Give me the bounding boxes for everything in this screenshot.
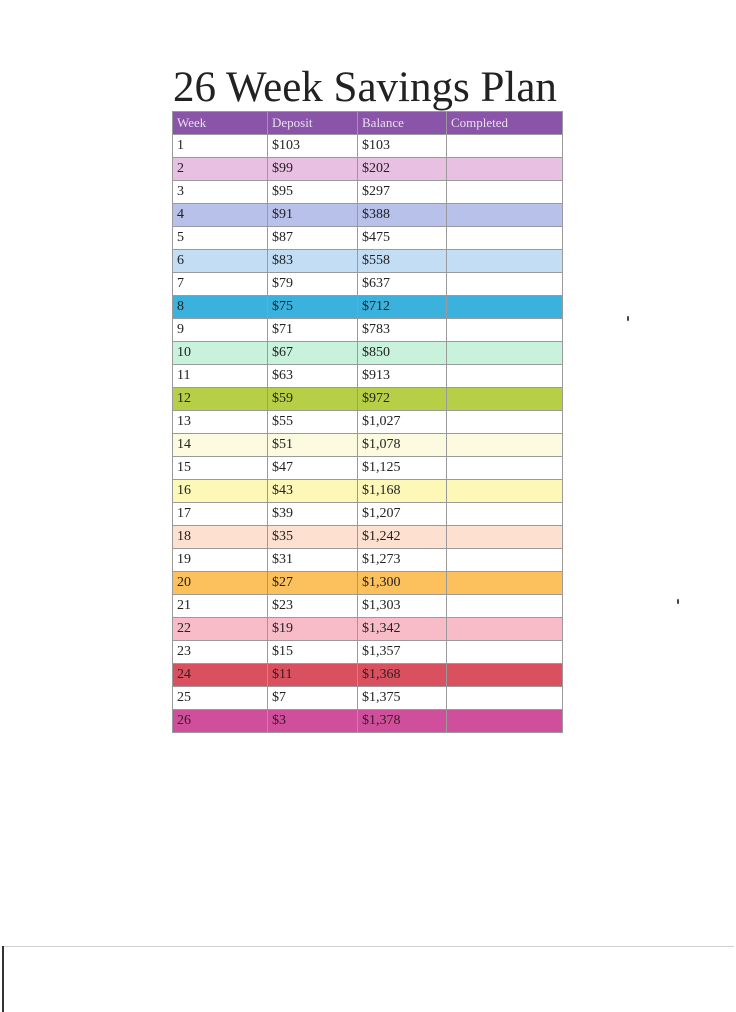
deposit-cell: $79 <box>268 273 358 296</box>
table-row <box>173 227 563 250</box>
week-cell: 4 <box>173 204 268 227</box>
deposit-cell: $43 <box>268 480 358 503</box>
deposit-cell: $19 <box>268 618 358 641</box>
table-row <box>173 250 563 273</box>
table-row <box>173 457 563 480</box>
balance-cell: $1,375 <box>358 687 447 710</box>
week-cell: 12 <box>173 388 268 411</box>
week-cell: 13 <box>173 411 268 434</box>
scan-speck <box>627 316 629 321</box>
balance-cell: $1,368 <box>358 664 447 687</box>
week-cell: 17 <box>173 503 268 526</box>
completed-cell <box>447 503 563 526</box>
table-row <box>173 273 563 296</box>
week-cell: 11 <box>173 365 268 388</box>
week-cell: 5 <box>173 227 268 250</box>
scan-edge-bar <box>2 946 4 1012</box>
completed-cell <box>447 158 563 181</box>
week-cell: 22 <box>173 618 268 641</box>
balance-cell: $972 <box>358 388 447 411</box>
savings-table <box>172 111 563 733</box>
deposit-cell: $99 <box>268 158 358 181</box>
completed-cell <box>447 710 563 733</box>
completed-cell <box>447 641 563 664</box>
column-header-week: Week <box>173 112 268 135</box>
week-cell: 24 <box>173 664 268 687</box>
balance-cell: $1,303 <box>358 595 447 618</box>
deposit-cell: $91 <box>268 204 358 227</box>
completed-cell <box>447 365 563 388</box>
table-row <box>173 181 563 204</box>
deposit-cell: $11 <box>268 664 358 687</box>
column-header-balance: Balance <box>358 112 447 135</box>
table-row <box>173 618 563 641</box>
balance-cell: $1,273 <box>358 549 447 572</box>
table-row <box>173 641 563 664</box>
completed-cell <box>447 687 563 710</box>
balance-cell: $388 <box>358 204 447 227</box>
balance-cell: $1,242 <box>358 526 447 549</box>
balance-cell: $202 <box>358 158 447 181</box>
balance-cell: $637 <box>358 273 447 296</box>
deposit-cell: $59 <box>268 388 358 411</box>
completed-cell <box>447 664 563 687</box>
balance-cell: $558 <box>358 250 447 273</box>
completed-cell <box>447 250 563 273</box>
balance-cell: $103 <box>358 135 447 158</box>
deposit-cell: $51 <box>268 434 358 457</box>
balance-cell: $1,125 <box>358 457 447 480</box>
table-row <box>173 549 563 572</box>
week-cell: 16 <box>173 480 268 503</box>
week-cell: 8 <box>173 296 268 319</box>
balance-cell: $1,207 <box>358 503 447 526</box>
deposit-cell: $103 <box>268 135 358 158</box>
deposit-cell: $39 <box>268 503 358 526</box>
table-row <box>173 411 563 434</box>
table-row <box>173 135 563 158</box>
week-cell: 7 <box>173 273 268 296</box>
completed-cell <box>447 526 563 549</box>
table-row <box>173 204 563 227</box>
deposit-cell: $3 <box>268 710 358 733</box>
balance-cell: $913 <box>358 365 447 388</box>
completed-cell <box>447 457 563 480</box>
completed-cell <box>447 595 563 618</box>
completed-cell <box>447 388 563 411</box>
table-row <box>173 388 563 411</box>
deposit-cell: $67 <box>268 342 358 365</box>
scan-speck <box>677 599 679 604</box>
balance-cell: $1,378 <box>358 710 447 733</box>
completed-cell <box>447 618 563 641</box>
deposit-cell: $31 <box>268 549 358 572</box>
table-header-row <box>173 112 563 135</box>
table-row <box>173 572 563 595</box>
completed-cell <box>447 204 563 227</box>
deposit-cell: $55 <box>268 411 358 434</box>
deposit-cell: $47 <box>268 457 358 480</box>
week-cell: 21 <box>173 595 268 618</box>
week-cell: 15 <box>173 457 268 480</box>
deposit-cell: $15 <box>268 641 358 664</box>
balance-cell: $1,300 <box>358 572 447 595</box>
deposit-cell: $75 <box>268 296 358 319</box>
deposit-cell: $35 <box>268 526 358 549</box>
page-title: 26 Week Savings Plan <box>173 64 557 111</box>
completed-cell <box>447 296 563 319</box>
table-row <box>173 342 563 365</box>
balance-cell: $783 <box>358 319 447 342</box>
completed-cell <box>447 411 563 434</box>
table-row <box>173 434 563 457</box>
balance-cell: $712 <box>358 296 447 319</box>
week-cell: 3 <box>173 181 268 204</box>
balance-cell: $850 <box>358 342 447 365</box>
completed-cell <box>447 273 563 296</box>
week-cell: 20 <box>173 572 268 595</box>
balance-cell: $297 <box>358 181 447 204</box>
deposit-cell: $83 <box>268 250 358 273</box>
week-cell: 26 <box>173 710 268 733</box>
table-row <box>173 365 563 388</box>
week-cell: 10 <box>173 342 268 365</box>
week-cell: 18 <box>173 526 268 549</box>
table-body <box>173 135 563 733</box>
week-cell: 2 <box>173 158 268 181</box>
week-cell: 14 <box>173 434 268 457</box>
completed-cell <box>447 549 563 572</box>
table-row <box>173 687 563 710</box>
table-row <box>173 710 563 733</box>
completed-cell <box>447 181 563 204</box>
table-row <box>173 526 563 549</box>
scan-edge-line <box>2 946 734 947</box>
balance-cell: $1,078 <box>358 434 447 457</box>
column-header-completed: Completed <box>447 112 563 135</box>
table-row <box>173 664 563 687</box>
completed-cell <box>447 227 563 250</box>
deposit-cell: $87 <box>268 227 358 250</box>
table-row <box>173 319 563 342</box>
table-row <box>173 503 563 526</box>
table-row <box>173 595 563 618</box>
completed-cell <box>447 135 563 158</box>
balance-cell: $1,342 <box>358 618 447 641</box>
deposit-cell: $7 <box>268 687 358 710</box>
week-cell: 19 <box>173 549 268 572</box>
balance-cell: $1,027 <box>358 411 447 434</box>
completed-cell <box>447 572 563 595</box>
table-row <box>173 158 563 181</box>
deposit-cell: $27 <box>268 572 358 595</box>
completed-cell <box>447 342 563 365</box>
completed-cell <box>447 434 563 457</box>
completed-cell <box>447 319 563 342</box>
week-cell: 9 <box>173 319 268 342</box>
deposit-cell: $23 <box>268 595 358 618</box>
completed-cell <box>447 480 563 503</box>
deposit-cell: $95 <box>268 181 358 204</box>
deposit-cell: $63 <box>268 365 358 388</box>
table-row <box>173 296 563 319</box>
week-cell: 25 <box>173 687 268 710</box>
week-cell: 6 <box>173 250 268 273</box>
balance-cell: $1,357 <box>358 641 447 664</box>
balance-cell: $1,168 <box>358 480 447 503</box>
week-cell: 1 <box>173 135 268 158</box>
column-header-deposit: Deposit <box>268 112 358 135</box>
week-cell: 23 <box>173 641 268 664</box>
balance-cell: $475 <box>358 227 447 250</box>
deposit-cell: $71 <box>268 319 358 342</box>
table-row <box>173 480 563 503</box>
